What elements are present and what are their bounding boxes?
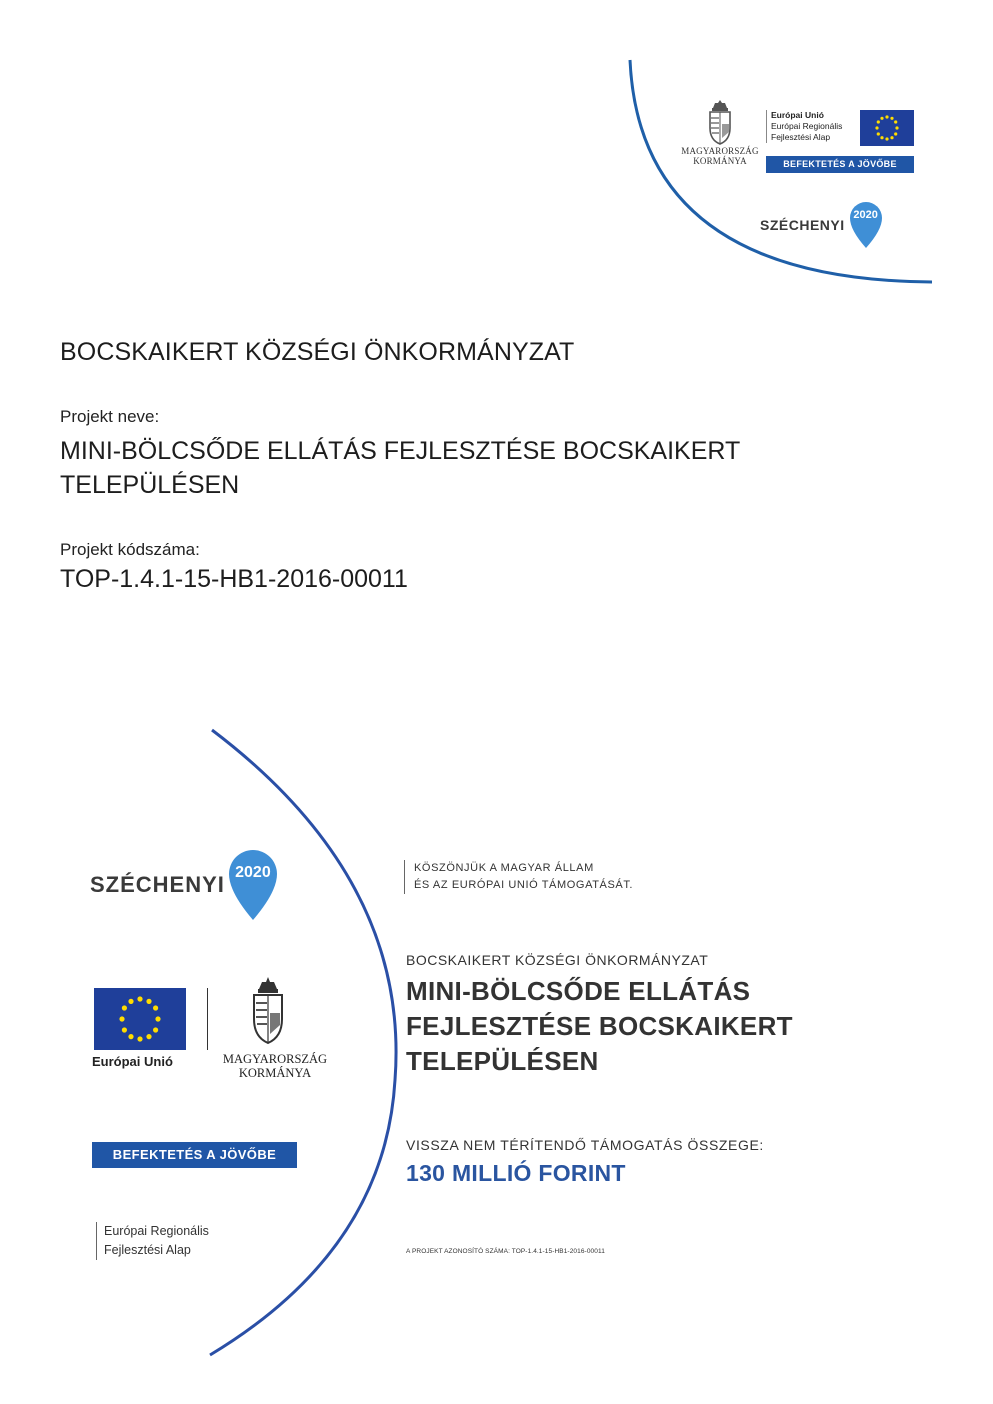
header-szechenyi-word: SZÉCHENYI <box>760 217 845 233</box>
board-fund-line2: Fejlesztési Alap <box>104 1243 191 1257</box>
location-pin-icon <box>227 848 279 922</box>
eu-flag-icon <box>94 988 186 1050</box>
board-gov-text <box>216 1052 334 1080</box>
board-eu-label: Európai Unió <box>92 1054 173 1069</box>
header-eu-line2: Európai Regionális <box>771 121 843 131</box>
eu-flag-icon <box>860 110 914 146</box>
header-eu-line3: Fejlesztési Alap <box>771 132 831 142</box>
board-szechenyi-word: SZÉCHENYI <box>90 872 225 897</box>
board-organization: BOCSKAIKERT KÖZSÉGI ÖNKORMÁNYZAT <box>406 952 709 968</box>
board-thanks-line2: ÉS AZ EURÓPAI UNIÓ TÁMOGATÁSÁT. <box>414 879 634 891</box>
project-code: TOP-1.4.1-15-HB1-2016-00011 <box>60 565 408 593</box>
header-szechenyi-year: 2020 <box>853 209 878 221</box>
board-project-title <box>406 974 793 1079</box>
board-project-id: A PROJEKT AZONOSÍTÓ SZÁMA: TOP-1.4.1-15-HB1-2016-00011 <box>406 1248 605 1255</box>
board-grant-value: 130 MILLIÓ FORINT <box>406 1160 626 1186</box>
project-code-label: Projekt kódszáma: <box>60 540 200 559</box>
board-logo-divider <box>207 988 208 1050</box>
header-eu-logo <box>766 110 916 143</box>
board-fund-text <box>96 1222 209 1260</box>
board-szechenyi-year: 2020 <box>235 864 271 881</box>
header-gov-logo <box>680 100 760 166</box>
board-project-line1: MINI-BÖLCSŐDE ELLÁTÁS <box>406 976 751 1006</box>
location-pin-icon <box>848 200 884 250</box>
board-thanks-line1: KÖSZÖNJÜK A MAGYAR ÁLLAM <box>414 862 594 874</box>
header-invest-band: BEFEKTETÉS A JÖVŐBE <box>766 156 914 173</box>
board-project-line3: TELEPÜLÉSEN <box>406 1046 599 1076</box>
board-invest-band: BEFEKTETÉS A JÖVŐBE <box>92 1142 297 1168</box>
coat-of-arms-icon <box>704 100 736 146</box>
header-gov-line1: MAGYARORSZÁG <box>681 146 759 156</box>
header-gov-line2: KORMÁNYA <box>693 156 747 166</box>
project-name-line1: MINI-BÖLCSŐDE ELLÁTÁS FEJLESZTÉSE BOCSKAIKERT <box>60 437 741 465</box>
board-gov-line2: KORMÁNYA <box>238 1066 312 1080</box>
board-arc <box>210 730 396 1355</box>
project-name <box>60 434 740 502</box>
organization-title: BOCSKAIKERT KÖZSÉGI ÖNKORMÁNYZAT <box>60 338 575 366</box>
header-szechenyi-logo <box>760 200 884 250</box>
board-thanks-text <box>404 860 633 894</box>
board-project-line2: FEJLESZTÉSE BOCSKAIKERT <box>406 1011 793 1041</box>
board-fund-line1: Európai Regionális <box>104 1224 209 1238</box>
board-gov-line1: MAGYARORSZÁG <box>222 1052 328 1066</box>
board-szechenyi-logo <box>90 848 279 922</box>
header-szechenyi-pin <box>848 200 884 250</box>
project-name-label: Projekt neve: <box>60 407 160 426</box>
project-name-line2: TELEPÜLÉSEN <box>60 471 240 499</box>
coat-of-arms-icon <box>248 976 288 1046</box>
header-eu-title: Európai Unió <box>771 110 824 120</box>
board-szechenyi-pin <box>227 848 279 922</box>
board-grant-label: VISSZA NEM TÉRÍTENDŐ TÁMOGATÁS ÖSSZEGE: <box>406 1137 764 1153</box>
